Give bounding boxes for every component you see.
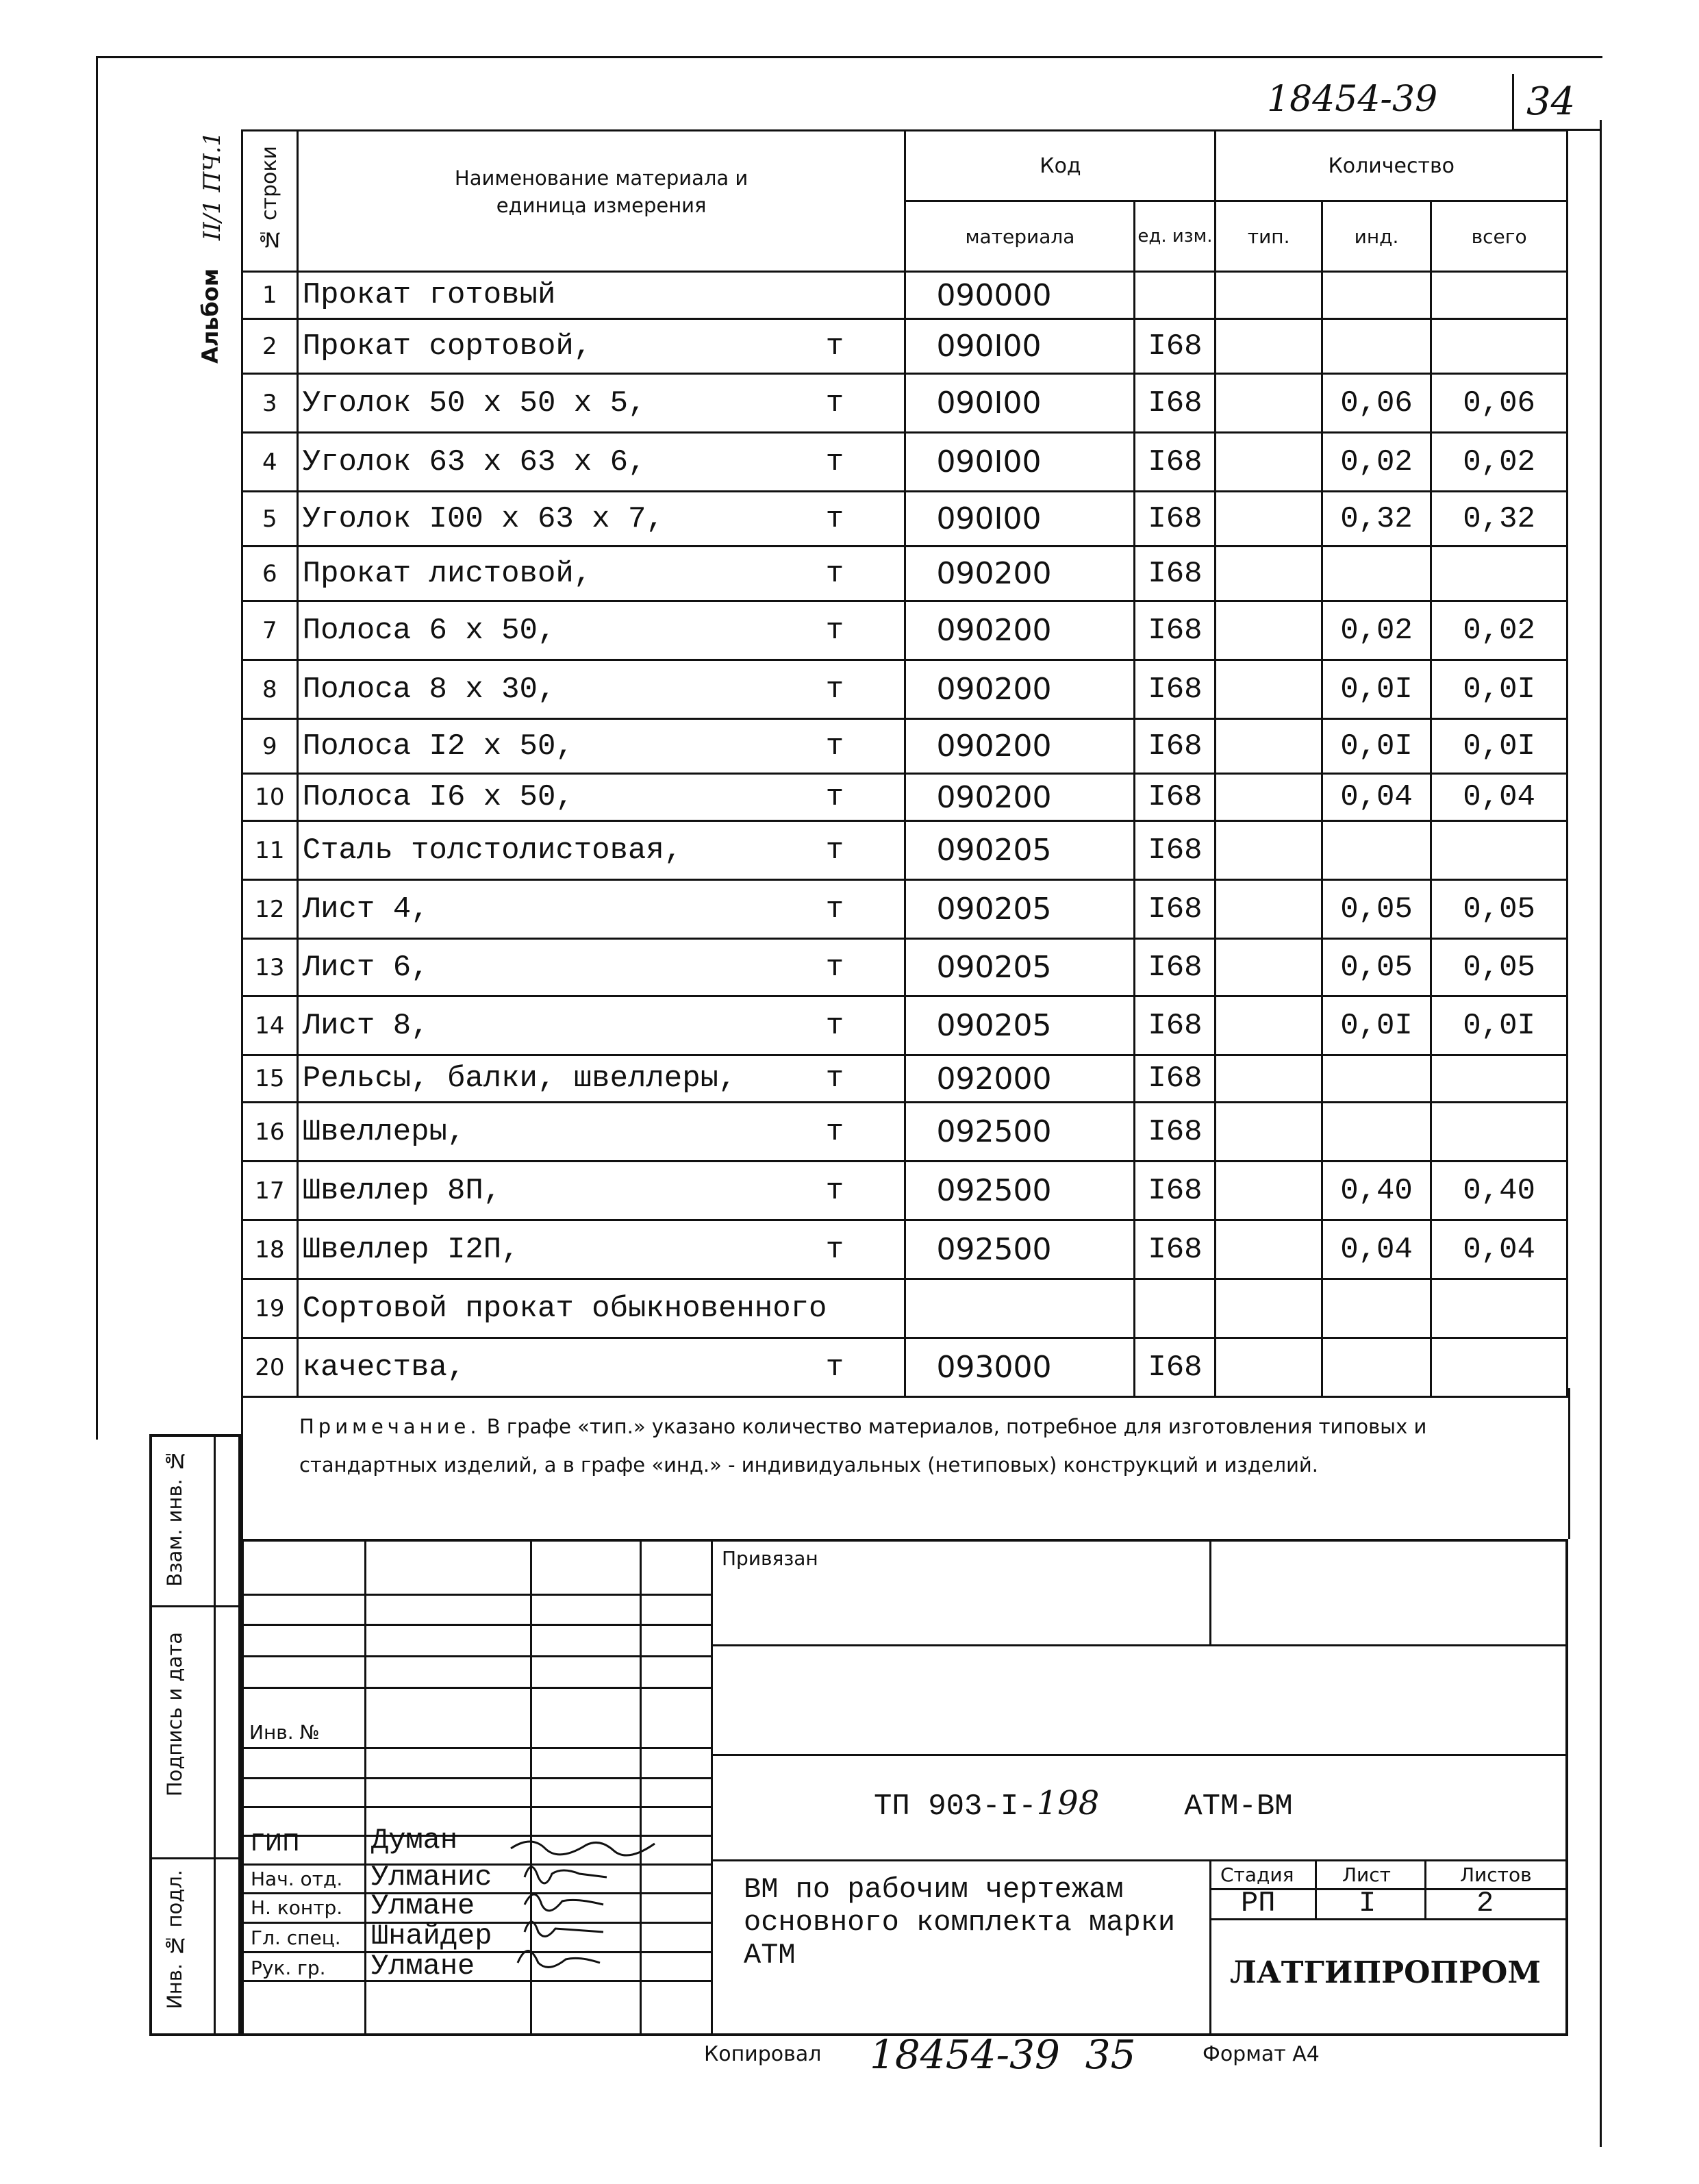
qty-total: 0,0I bbox=[1431, 660, 1568, 719]
unit-code: I68 bbox=[1135, 547, 1216, 601]
material-name: Полоса I2 x 50, т bbox=[297, 719, 905, 774]
row-number: 20 bbox=[242, 1338, 298, 1397]
signer-role: Н. контр. bbox=[251, 1896, 343, 1919]
header-code: Код bbox=[905, 131, 1216, 201]
signer-role: Гл. спец. bbox=[251, 1926, 341, 1949]
side-label-replaced-inv: Взам. инв. № bbox=[163, 1449, 186, 1587]
table-row bbox=[242, 601, 1568, 660]
linked-label: Привязан bbox=[722, 1547, 818, 1570]
material-unit: т bbox=[825, 672, 844, 707]
material-code: 090205 bbox=[905, 880, 1135, 939]
table-row bbox=[242, 660, 1568, 719]
footer-format-label: Формат А4 bbox=[1203, 2042, 1320, 2066]
table-row bbox=[242, 821, 1568, 880]
unit-code: I68 bbox=[1135, 939, 1216, 996]
table-row bbox=[242, 272, 1568, 319]
project-code-line bbox=[874, 1784, 1293, 1824]
table-row bbox=[242, 939, 1568, 996]
qty-total: 0,02 bbox=[1431, 601, 1568, 660]
table-row bbox=[242, 547, 1568, 601]
qty-total: 0,40 bbox=[1431, 1162, 1568, 1220]
material-name: Рельсы, балки, швеллеры, т bbox=[297, 1055, 905, 1103]
material-unit: т bbox=[825, 556, 844, 591]
sheet-description: ВМ по рабочим чертежам основного комплекта марки АТМ bbox=[744, 1873, 1176, 1972]
material-unit: т bbox=[825, 1062, 844, 1096]
table-row bbox=[242, 1279, 1568, 1338]
qty-ind bbox=[1322, 1279, 1431, 1338]
qty-ind bbox=[1322, 272, 1431, 319]
qty-ind: 0,40 bbox=[1322, 1162, 1431, 1220]
table-row bbox=[242, 492, 1568, 547]
title-block bbox=[241, 1539, 1568, 2036]
row-number: 1 bbox=[242, 272, 298, 319]
row-number: 15 bbox=[242, 1055, 298, 1103]
qty-total bbox=[1431, 1103, 1568, 1162]
unit-code: I68 bbox=[1135, 774, 1216, 821]
qty-ind: 0,0I bbox=[1322, 719, 1431, 774]
qty-typ bbox=[1216, 996, 1322, 1055]
qty-total: 0,05 bbox=[1431, 880, 1568, 939]
qty-typ bbox=[1216, 1279, 1322, 1338]
material-unit: т bbox=[825, 1232, 844, 1267]
table-row bbox=[242, 1220, 1568, 1279]
material-name: Прокат сортовой, т bbox=[297, 319, 905, 374]
material-code: 090I00 bbox=[905, 374, 1135, 433]
note-box bbox=[241, 1388, 1570, 1539]
project-code-hand: 198 bbox=[1036, 1784, 1100, 1822]
qty-typ bbox=[1216, 660, 1322, 719]
note bbox=[299, 1407, 1532, 1484]
qty-ind: 0,02 bbox=[1322, 433, 1431, 492]
material-name: Швеллеры, т bbox=[297, 1103, 905, 1162]
row-number: 4 bbox=[242, 433, 298, 492]
material-code: 090205 bbox=[905, 939, 1135, 996]
qty-total bbox=[1431, 1055, 1568, 1103]
unit-code: I68 bbox=[1135, 1103, 1216, 1162]
qty-typ bbox=[1216, 1220, 1322, 1279]
material-code: 090200 bbox=[905, 660, 1135, 719]
material-name: Лист 6, т bbox=[297, 939, 905, 996]
material-name: Уголок 50 x 50 x 5, т bbox=[297, 374, 905, 433]
qty-ind: 0,05 bbox=[1322, 880, 1431, 939]
table-row bbox=[242, 319, 1568, 374]
qty-ind: 0,02 bbox=[1322, 601, 1431, 660]
qty-total: 0,0I bbox=[1431, 996, 1568, 1055]
header-qty-total: всего bbox=[1431, 201, 1568, 272]
qty-ind: 0,0I bbox=[1322, 996, 1431, 1055]
material-name: Прокат листовой, т bbox=[297, 547, 905, 601]
header-code-material: материала bbox=[905, 201, 1135, 272]
qty-total bbox=[1431, 319, 1568, 374]
stage-value: РП bbox=[1241, 1887, 1276, 1920]
qty-total bbox=[1431, 272, 1568, 319]
material-name: качества, т bbox=[297, 1338, 905, 1397]
unit-code: I68 bbox=[1135, 660, 1216, 719]
unit-code: I68 bbox=[1135, 1055, 1216, 1103]
table-row bbox=[242, 1162, 1568, 1220]
signer-role: Нач. отд. bbox=[251, 1868, 343, 1890]
material-unit: т bbox=[825, 729, 844, 764]
material-unit: т bbox=[825, 1173, 844, 1208]
qty-total: 0,05 bbox=[1431, 939, 1568, 996]
material-unit: т bbox=[825, 386, 844, 421]
material-unit: т bbox=[825, 1008, 844, 1043]
qty-total: 0,32 bbox=[1431, 492, 1568, 547]
material-code: 092500 bbox=[905, 1162, 1135, 1220]
unit-code: I68 bbox=[1135, 821, 1216, 880]
material-code: 090200 bbox=[905, 601, 1135, 660]
material-code bbox=[905, 1279, 1135, 1338]
project-code: ТП 903-I- bbox=[874, 1790, 1037, 1824]
qty-typ bbox=[1216, 1103, 1322, 1162]
table-row bbox=[242, 774, 1568, 821]
row-number: 8 bbox=[242, 660, 298, 719]
table-row bbox=[242, 719, 1568, 774]
qty-ind: 0,0I bbox=[1322, 660, 1431, 719]
inv-no-label: Инв. № bbox=[249, 1721, 320, 1744]
qty-typ bbox=[1216, 272, 1322, 319]
qty-ind: 0,04 bbox=[1322, 774, 1431, 821]
qty-ind: 0,32 bbox=[1322, 492, 1431, 547]
table-row bbox=[242, 1103, 1568, 1162]
material-name: Полоса I6 x 50, т bbox=[297, 774, 905, 821]
material-name: Лист 4, т bbox=[297, 880, 905, 939]
material-name: Уголок I00 x 63 x 7, т bbox=[297, 492, 905, 547]
unit-code: I68 bbox=[1135, 601, 1216, 660]
material-code: 092500 bbox=[905, 1103, 1135, 1162]
row-number: 12 bbox=[242, 880, 298, 939]
material-code: 090200 bbox=[905, 774, 1135, 821]
header-qty: Количество bbox=[1216, 131, 1568, 201]
qty-total: 0,06 bbox=[1431, 374, 1568, 433]
qty-total bbox=[1431, 821, 1568, 880]
unit-code bbox=[1135, 272, 1216, 319]
header-code-unit: ед. изм. bbox=[1135, 201, 1216, 272]
signer-name: Шнайдер bbox=[371, 1920, 492, 1953]
qty-typ bbox=[1216, 719, 1322, 774]
unit-code: I68 bbox=[1135, 319, 1216, 374]
qty-total: 0,04 bbox=[1431, 1220, 1568, 1279]
table-row bbox=[242, 433, 1568, 492]
material-code: 090200 bbox=[905, 719, 1135, 774]
row-number: 3 bbox=[242, 374, 298, 433]
signer-name: Улманис bbox=[371, 1861, 492, 1894]
signer-name: Улмане bbox=[371, 1890, 475, 1922]
signer-name: Думан bbox=[371, 1824, 458, 1857]
qty-total: 0,0I bbox=[1431, 719, 1568, 774]
material-code: 090205 bbox=[905, 821, 1135, 880]
frame-right-line bbox=[1600, 120, 1602, 2147]
qty-typ bbox=[1216, 939, 1322, 996]
row-number: 18 bbox=[242, 1220, 298, 1279]
material-unit: т bbox=[825, 613, 844, 648]
qty-ind bbox=[1322, 1103, 1431, 1162]
unit-code: I68 bbox=[1135, 1220, 1216, 1279]
stage-label: Стадия bbox=[1220, 1863, 1294, 1886]
qty-typ bbox=[1216, 547, 1322, 601]
unit-code: I68 bbox=[1135, 880, 1216, 939]
sheets-value: 2 bbox=[1476, 1887, 1494, 1920]
side-label-sign-date: Подпись и дата bbox=[163, 1632, 186, 1797]
row-number: 16 bbox=[242, 1103, 298, 1162]
material-code: 092500 bbox=[905, 1220, 1135, 1279]
row-number: 9 bbox=[242, 719, 298, 774]
qty-total: 0,04 bbox=[1431, 774, 1568, 821]
material-code: 093000 bbox=[905, 1338, 1135, 1397]
sheet-number-box bbox=[1512, 74, 1600, 131]
qty-ind bbox=[1322, 319, 1431, 374]
sheet-number: 34 bbox=[1526, 79, 1576, 124]
table-row bbox=[242, 880, 1568, 939]
row-number: 10 bbox=[242, 774, 298, 821]
material-unit: т bbox=[825, 780, 844, 814]
unit-code: I68 bbox=[1135, 996, 1216, 1055]
material-code: 090I00 bbox=[905, 319, 1135, 374]
unit-code: I68 bbox=[1135, 433, 1216, 492]
signer-role: ГИП bbox=[251, 1829, 300, 1857]
qty-typ bbox=[1216, 319, 1322, 374]
row-number: 11 bbox=[242, 821, 298, 880]
qty-typ bbox=[1216, 433, 1322, 492]
row-number: 7 bbox=[242, 601, 298, 660]
header-name: Наименование материала и единица измерения bbox=[297, 131, 905, 272]
material-unit: т bbox=[825, 444, 844, 479]
material-unit: т bbox=[825, 1114, 844, 1149]
qty-typ bbox=[1216, 880, 1322, 939]
frame-top-line bbox=[96, 56, 1602, 58]
footer-handwritten: 18454-39 35 bbox=[870, 2031, 1136, 2078]
qty-total bbox=[1431, 1279, 1568, 1338]
row-number: 13 bbox=[242, 939, 298, 996]
qty-ind bbox=[1322, 1055, 1431, 1103]
note-text: В графе «тип.» указано количество материалов, потребное для изготовления типовых и стандартных изделий, а в графе «инд.» - индивидуальных (нетиповых) конструкций и изделий. bbox=[299, 1415, 1427, 1477]
unit-code: I68 bbox=[1135, 1162, 1216, 1220]
material-code: 090200 bbox=[905, 547, 1135, 601]
signer-role: Рук. гр. bbox=[251, 1957, 326, 1979]
material-unit: т bbox=[825, 833, 844, 868]
organization: ЛАТГИПРОПРОМ bbox=[1230, 1955, 1541, 1990]
side-strip bbox=[149, 1434, 241, 2036]
material-name: Сталь толстолистовая, т bbox=[297, 821, 905, 880]
signer-name: Улмане bbox=[371, 1950, 475, 1983]
material-name: Швеллер 8П, т bbox=[297, 1162, 905, 1220]
row-number: 17 bbox=[242, 1162, 298, 1220]
material-code: 090I00 bbox=[905, 492, 1135, 547]
footer-copied-label: Копировал bbox=[704, 2042, 822, 2066]
header-row-no: № строки bbox=[242, 131, 298, 272]
unit-code: I68 bbox=[1135, 1338, 1216, 1397]
material-name: Лист 8, т bbox=[297, 996, 905, 1055]
material-unit: т bbox=[825, 501, 844, 536]
doc-number: 18454-39 bbox=[1267, 79, 1438, 120]
qty-ind: 0,06 bbox=[1322, 374, 1431, 433]
material-unit: т bbox=[825, 950, 844, 985]
mark: АТМ-ВМ bbox=[1184, 1790, 1293, 1824]
unit-code: I68 bbox=[1135, 374, 1216, 433]
material-name: Прокат готовый bbox=[297, 272, 905, 319]
material-name: Уголок 63 x 63 x 6, т bbox=[297, 433, 905, 492]
header-qty-typ: тип. bbox=[1216, 201, 1322, 272]
sheets-label: Листов bbox=[1460, 1863, 1532, 1886]
material-name: Швеллер I2П, т bbox=[297, 1220, 905, 1279]
row-number: 6 bbox=[242, 547, 298, 601]
qty-typ bbox=[1216, 774, 1322, 821]
unit-code bbox=[1135, 1279, 1216, 1338]
album-handwritten: II/1 ПЧ.1 bbox=[199, 131, 226, 241]
unit-code: I68 bbox=[1135, 492, 1216, 547]
note-label: Примечание. bbox=[299, 1415, 481, 1438]
table-row bbox=[242, 374, 1568, 433]
material-unit: т bbox=[825, 329, 844, 364]
table-row bbox=[242, 996, 1568, 1055]
album-label: Альбом bbox=[197, 268, 223, 364]
qty-ind: 0,04 bbox=[1322, 1220, 1431, 1279]
material-name: Сортовой прокат обыкновенного bbox=[297, 1279, 905, 1338]
table-row bbox=[242, 1055, 1568, 1103]
qty-total bbox=[1431, 547, 1568, 601]
qty-total: 0,02 bbox=[1431, 433, 1568, 492]
sheet-label: Лист bbox=[1342, 1863, 1391, 1886]
materials-table bbox=[241, 129, 1568, 1398]
row-number: 2 bbox=[242, 319, 298, 374]
row-number: 14 bbox=[242, 996, 298, 1055]
side-label-inv-original: Инв. № подл. bbox=[163, 1870, 186, 2009]
material-name: Полоса 8 x 30, т bbox=[297, 660, 905, 719]
material-code: 090000 bbox=[905, 272, 1135, 319]
qty-ind bbox=[1322, 821, 1431, 880]
sheet-value: I bbox=[1359, 1887, 1376, 1920]
material-code: 092000 bbox=[905, 1055, 1135, 1103]
material-code: 090I00 bbox=[905, 433, 1135, 492]
qty-ind bbox=[1322, 547, 1431, 601]
signatures bbox=[504, 1822, 709, 1987]
qty-ind: 0,05 bbox=[1322, 939, 1431, 996]
qty-typ bbox=[1216, 492, 1322, 547]
material-unit: т bbox=[825, 892, 844, 927]
row-number: 19 bbox=[242, 1279, 298, 1338]
qty-typ bbox=[1216, 1162, 1322, 1220]
header-qty-ind: инд. bbox=[1322, 201, 1431, 272]
qty-typ bbox=[1216, 374, 1322, 433]
unit-code: I68 bbox=[1135, 719, 1216, 774]
material-code: 090205 bbox=[905, 996, 1135, 1055]
frame-left-line bbox=[96, 56, 98, 1440]
qty-typ bbox=[1216, 821, 1322, 880]
row-number: 5 bbox=[242, 492, 298, 547]
material-name: Полоса 6 x 50, т bbox=[297, 601, 905, 660]
qty-typ bbox=[1216, 1055, 1322, 1103]
qty-typ bbox=[1216, 601, 1322, 660]
material-unit: т bbox=[825, 1350, 844, 1385]
